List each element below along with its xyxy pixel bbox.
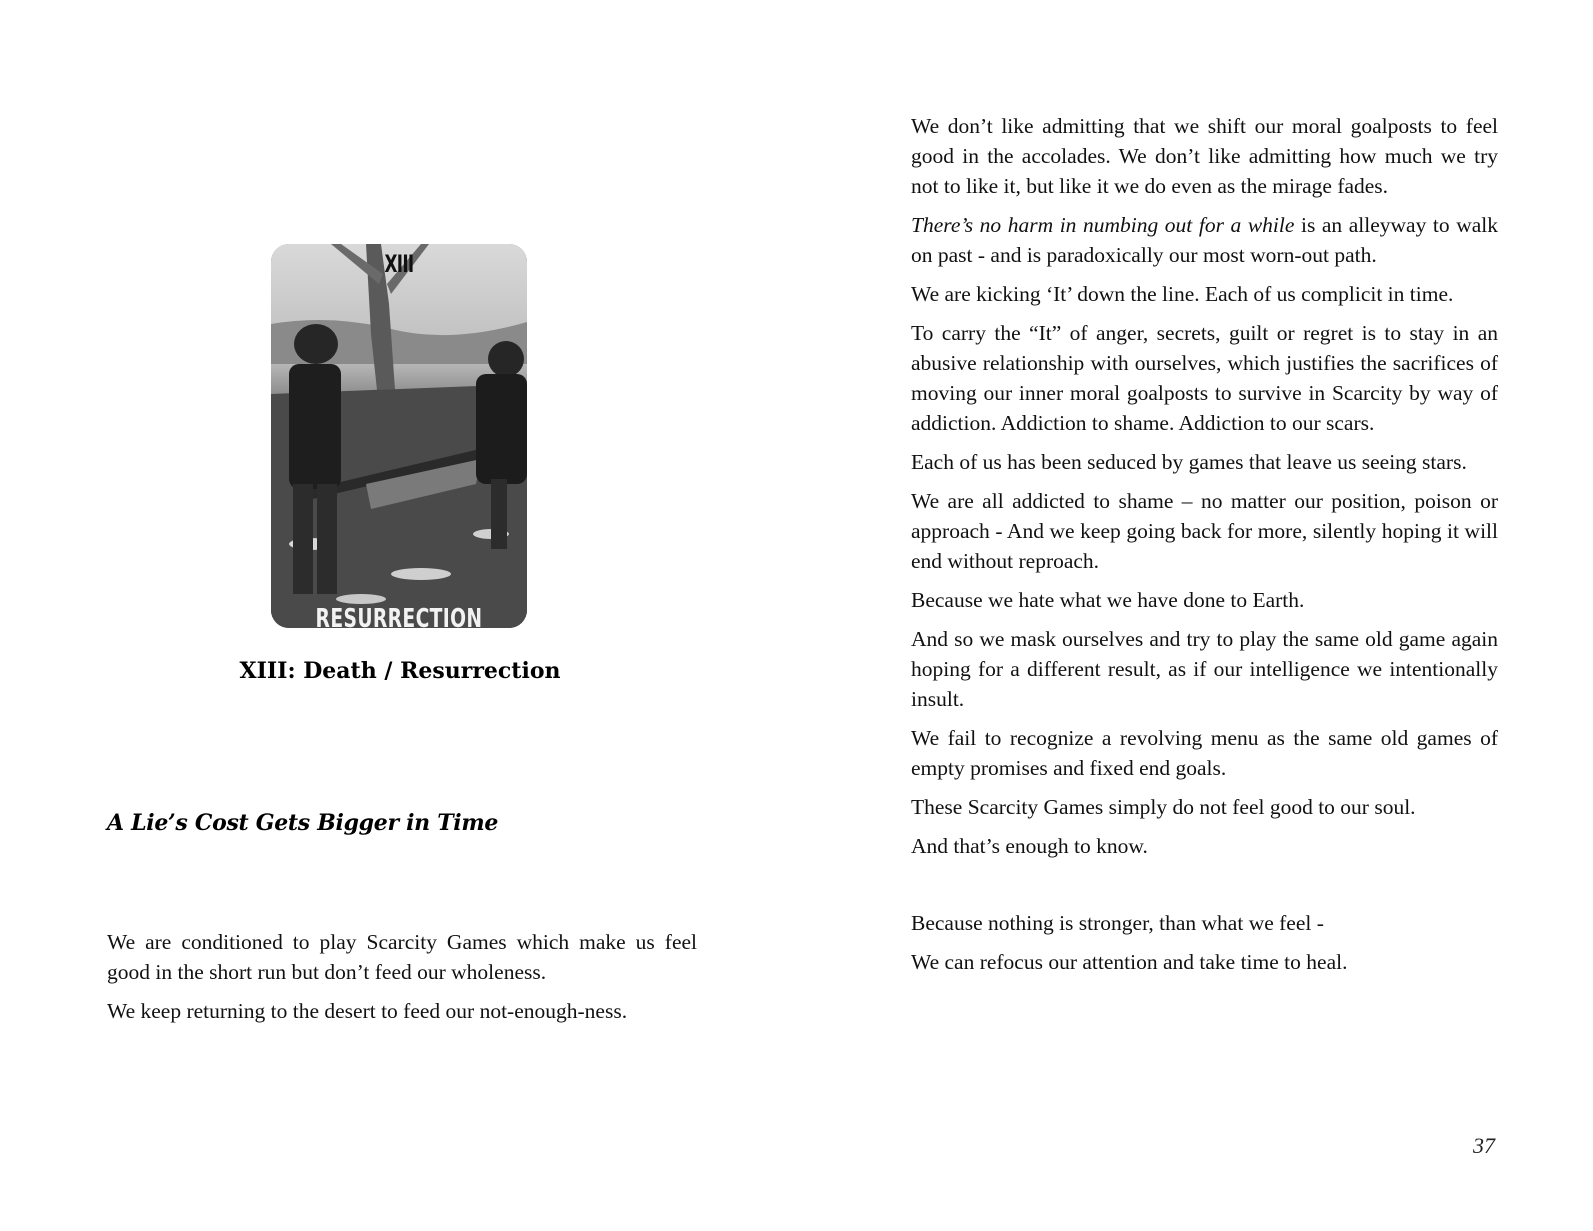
- italic-phrase: There’s no harm in numbing out for a while: [911, 213, 1295, 237]
- card-caption: XIII: Death / Resurrection: [239, 658, 561, 684]
- paragraph: We don’t like admitting that we shift our moral goalposts to feel good in the accolades. We don’t like admitting how much we try not to like it, but like it we do even as the mirage fades.: [911, 114, 1498, 198]
- paragraph: [911, 210, 1498, 270]
- paragraph: We can refocus our attention and take time to heal.: [911, 950, 1348, 974]
- paragraph: Because nothing is stronger, than what we feel -: [911, 911, 1324, 935]
- left-body-text: [107, 927, 697, 1035]
- section-heading: A Lie’s Cost Gets Bigger in Time: [107, 810, 499, 836]
- right-body-text: [911, 111, 1498, 986]
- left-paragraph: We keep returning to the desert to feed our not-enough-ness.: [107, 999, 628, 1023]
- paragraph: These Scarcity Games simply do not feel good to our soul.: [911, 795, 1416, 819]
- paragraph: We are kicking ‘It’ down the line. Each of us complicit in time.: [911, 282, 1454, 306]
- left-page: [0, 0, 796, 1231]
- tarot-card-image: [271, 244, 527, 628]
- paragraph: We fail to recognize a revolving menu as the same old games of empty promises and fixed end goals.: [911, 726, 1498, 780]
- card-photo: [271, 244, 527, 628]
- paragraph: To carry the “It” of anger, secrets, guilt or regret is to stay in an abusive relationship with ourselves, which justifies the sacrifices of moving our inner moral goalposts to survive in Scarcity by way of addiction. Addiction to shame. Addiction to our scars.: [911, 321, 1498, 435]
- paragraph: Each of us has been seduced by games that leave us seeing stars.: [911, 450, 1467, 474]
- paragraph: And so we mask ourselves and try to play the same old game again hoping for a different result, as if our intelligence we intentionally insult.: [911, 627, 1498, 711]
- right-page: [796, 0, 1593, 1231]
- page-number: 37: [1473, 1133, 1495, 1158]
- paragraph-rest: is an alleyway to walk on past - and is paradoxically our most worn-out path.: [911, 213, 1498, 267]
- paragraph: Because we hate what we have done to Earth.: [911, 588, 1305, 612]
- card-number: XIII: [384, 250, 414, 278]
- paragraph: We are all addicted to shame – no matter our position, poison or approach - And we keep going back for more, silently hoping it will end without reproach.: [911, 489, 1498, 573]
- paragraph: And that’s enough to know.: [911, 834, 1148, 858]
- left-paragraph: We are conditioned to play Scarcity Games which make us feel good in the short run but don’t feed our wholeness.: [107, 930, 697, 984]
- spacer: [911, 870, 1498, 908]
- card-name: RESURRECTION: [315, 604, 483, 628]
